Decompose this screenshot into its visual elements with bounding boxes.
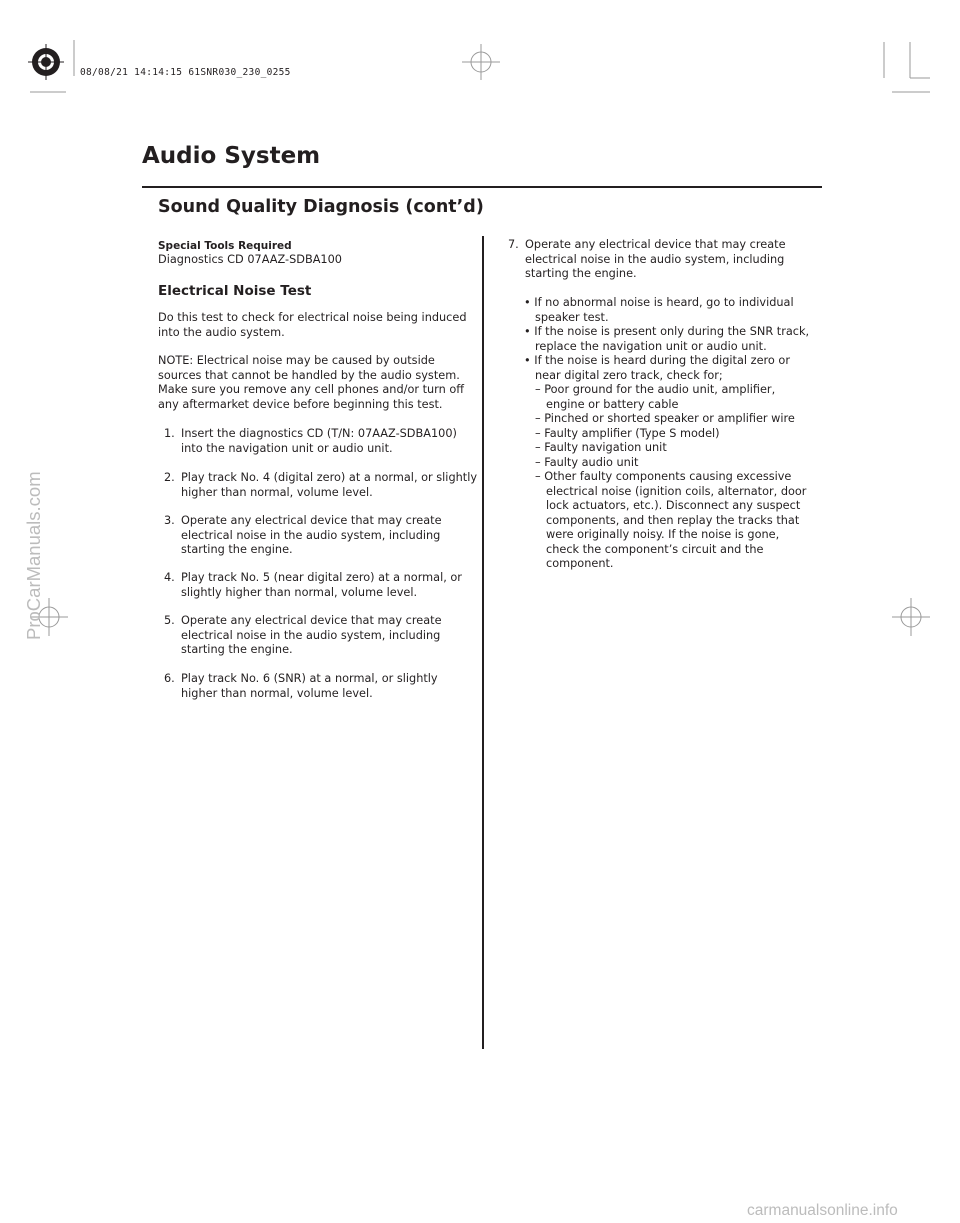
check-list xyxy=(535,383,825,572)
bullet-item: • If the noise is present only during the SNR track, replace the navigation unit or audio unit. xyxy=(524,325,810,353)
intro-paragraph: Do this test to check for electrical noise being induced into the audio system. xyxy=(158,311,467,339)
registration-target-icon xyxy=(28,44,64,80)
page-title: Audio System xyxy=(142,143,321,169)
print-timestamp: 08/08/21 14:14:15 61SNR030_230_0255 xyxy=(80,67,291,78)
crosshair-icon xyxy=(892,598,930,636)
bullet-item: • If no abnormal noise is heard, go to individual speaker test. xyxy=(524,296,794,324)
check-item: – Faulty navigation unit xyxy=(535,441,667,454)
electrical-noise-test-heading: Electrical Noise Test xyxy=(158,283,312,299)
note-paragraph: NOTE: Electrical noise may be caused by outside sources that cannot be handled by the audio system. Make sure you remove any cell phones and/or turn off any aftermarket device before beginning this test. xyxy=(158,354,465,411)
section-subtitle: Sound Quality Diagnosis (cont’d) xyxy=(158,197,484,217)
watermark-procarmanuals[interactable]: ProCarManuals.com xyxy=(23,471,44,640)
check-item: – Other faulty components causing excessive electrical noise (ignition coils, alternator, door lock actuators, etc.). Disconnect any suspect components, and then replay the tracks that were originally noisy. If the noise is gone, check the component’s circuit and the component. xyxy=(535,470,807,570)
check-item: – Faulty amplifier (Type S model) xyxy=(535,426,720,440)
bullet-item: • If the noise is heard during the digital zero or near digital zero track, check for; xyxy=(524,354,790,382)
special-tools-heading: Special Tools Required xyxy=(158,240,292,252)
watermark-carmanualsonline[interactable]: carmanualsonline.info xyxy=(747,1202,898,1219)
special-tools-value: Diagnostics CD 07AAZ-SDBA100 xyxy=(158,253,342,266)
result-bullets xyxy=(524,296,814,383)
column-divider xyxy=(482,236,484,1049)
check-item: – Faulty audio unit xyxy=(535,455,639,469)
check-item: – Poor ground for the audio unit, amplifier, engine or battery cable xyxy=(535,383,776,411)
title-rule xyxy=(142,186,822,188)
crosshair-icon xyxy=(462,44,500,80)
check-item: – Pinched or shorted speaker or amplifier wire xyxy=(535,412,795,425)
